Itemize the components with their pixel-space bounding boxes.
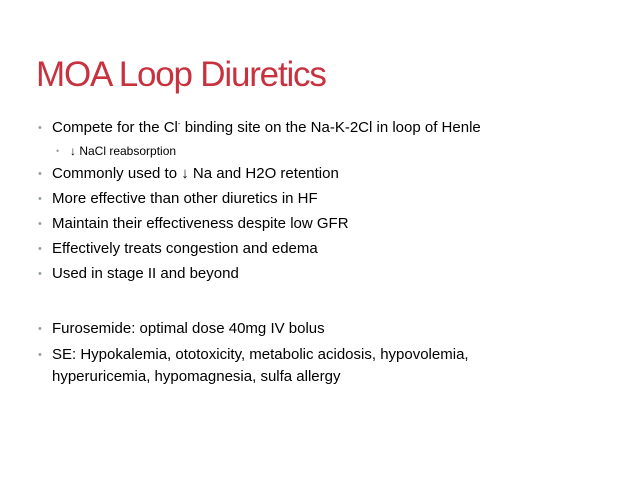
bullet-text: Used in stage II and beyond [52,265,239,282]
bullet-dot: • [38,349,42,361]
bullet-text-line-1: SE: Hypokalemia, ototoxicity, metabolic acidosis, hypovolemia, [52,346,469,363]
bullet-text: Furosemide: optimal dose 40mg IV bolus [52,320,325,337]
sub-bullet-text: ↓ NaCl reabsorption [70,144,177,158]
bullet-dot: • [38,168,42,180]
bullet-text: Maintain their effectiveness despite low GFR [52,215,349,232]
bullet-dot: • [38,243,42,255]
bullet-dot: • [38,218,42,230]
bullet-dot: • [38,193,42,205]
bullet-dot: • [38,323,42,335]
bullet-text: Commonly used to ↓ Na and H2O retention [52,165,339,182]
bullet-text: Compete for the Cl- binding site on the Na-K-2Cl in loop of Henle [52,119,481,136]
bullet-text: More effective than other diuretics in HF [52,190,318,207]
bullet-text-line-2: hyperuricemia, hypomagnesia, sulfa allergy [52,368,341,385]
bullet-dot: • [38,268,42,280]
slide-title: MOA Loop Diuretics [36,55,326,94]
bullet-dot: • [56,146,60,156]
bullet-text: Effectively treats congestion and edema [52,240,318,257]
bullet-dot: • [38,122,42,134]
superscript-minus: - [177,119,181,128]
